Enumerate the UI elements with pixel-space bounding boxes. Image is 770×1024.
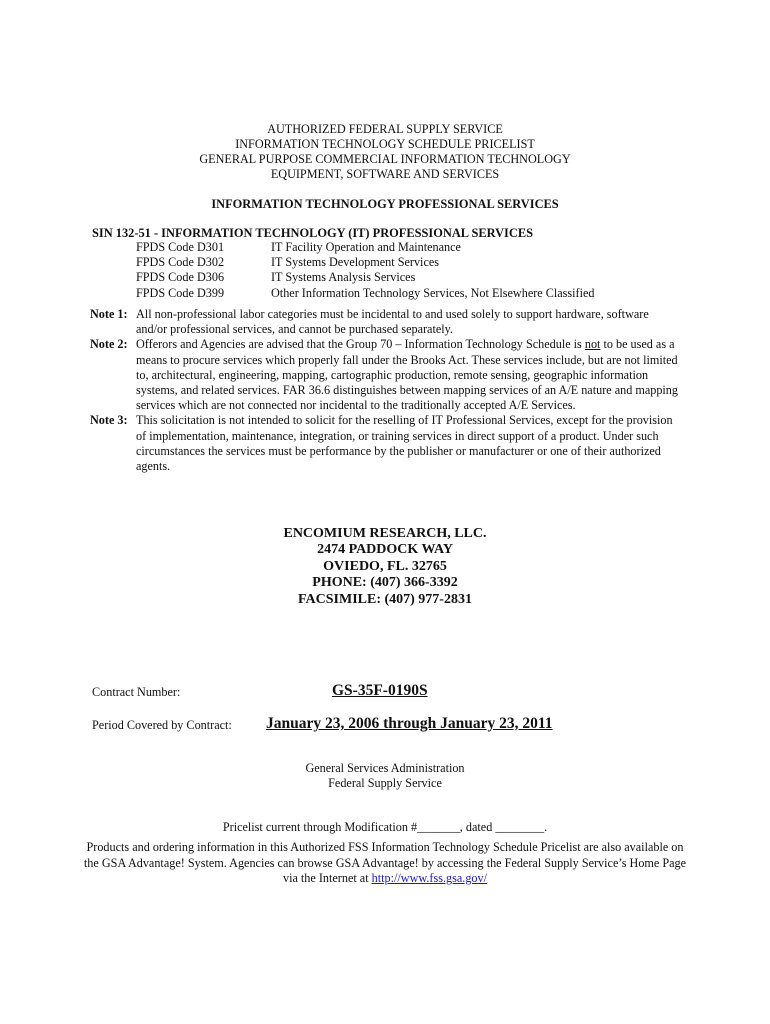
contract-period-label: Period Covered by Contract:: [92, 718, 232, 732]
notes-section: [90, 307, 680, 474]
fpds-code: FPDS Code D301: [136, 240, 225, 254]
fpds-code-list: [136, 240, 595, 301]
note-label: Note 1:: [90, 307, 128, 321]
agency-block: [0, 761, 770, 791]
fpds-description: IT Systems Development Services: [271, 255, 440, 270]
fpds-description: IT Systems Analysis Services: [271, 270, 416, 285]
header-line: EQUIPMENT, SOFTWARE AND SERVICES: [270, 167, 500, 181]
fpds-code-row: [136, 255, 595, 270]
note-3: [90, 413, 680, 474]
note-text-part: to be used as a means to procure services which properly fall under the Brooks Act. These services include, but are not limited to, architectural, engineering, mapping, cartographic production, remote sensing, geographic information systems, and related services. FAR 36.6 distinguishes between mapping services of an A/E nature and mapping services which are not connected nor incidental to the traditionally accepted A/E Services.: [136, 337, 678, 413]
agency-service: Federal Supply Service: [328, 776, 442, 791]
company-name: ENCOMIUM RESEARCH, LLC.: [283, 526, 487, 541]
company-address: 2474 PADDOCK WAY: [317, 542, 453, 558]
fpds-code-row: [136, 240, 595, 255]
section-subheading: INFORMATION TECHNOLOGY PROFESSIONAL SERVICES: [211, 197, 559, 211]
company-phone: PHONE: (407) 366-3392: [312, 575, 458, 591]
contract-number-value: GS-35F-0190S: [332, 682, 428, 699]
contract-number-label: Contract Number:: [92, 685, 181, 699]
note-text-part: Offerors and Agencies are advised that the Group 70 – Information Technology Schedule is: [136, 337, 585, 352]
fpds-code-row: [136, 270, 595, 285]
company-city: OVIEDO, FL. 32765: [323, 558, 447, 574]
sin-title: SIN 132-51 - INFORMATION TECHNOLOGY (IT) PROFESSIONAL SERVICES: [92, 226, 533, 240]
note-text: This solicitation is not intended to solicit for the reselling of IT Professional Services, except for the provision of implementation, maintenance, integration, or training services in direct support of a product. Under such circumstances the services must be performance by the publisher or manufacturer or one of their authorized agents.: [136, 413, 673, 474]
fpds-code: FPDS Code D399: [136, 285, 225, 300]
header-line: GENERAL PURPOSE COMMERCIAL INFORMATION TECHNOLOGY: [199, 152, 571, 166]
company-fax: FACSIMILE: (407) 977-2831: [298, 591, 472, 607]
emphasis-not: not: [584, 337, 601, 352]
note-label: Note 2:: [90, 337, 128, 352]
products-paragraph: [80, 840, 690, 887]
agency-name: General Services Administration: [305, 761, 465, 775]
note-2: [90, 337, 680, 413]
header-line: INFORMATION TECHNOLOGY SCHEDULE PRICELIST: [235, 137, 535, 151]
company-block: [0, 526, 770, 608]
note-label: Note 3:: [90, 413, 128, 428]
document-header: [0, 122, 770, 182]
fss-website-link[interactable]: http://www.fss.gsa.gov/: [371, 871, 487, 886]
fpds-description: Other Information Technology Services, Not Elsewhere Classified: [271, 285, 595, 300]
fpds-code-row: [136, 286, 595, 301]
fpds-code: FPDS Code D306: [136, 270, 225, 285]
contract-period-value: January 23, 2006 through January 23, 2011: [266, 715, 553, 732]
note-1: [90, 307, 680, 337]
fpds-code: FPDS Code D302: [136, 255, 225, 270]
modification-line: Pricelist current through Modification #_______, dated ________.: [222, 820, 548, 834]
note-text: All non-professional labor categories must be incidental to and used solely to support hardware, software and/or professional services, and cannot be purchased separately.: [136, 307, 649, 337]
fpds-description: IT Facility Operation and Maintenance: [271, 240, 461, 254]
header-line: AUTHORIZED FEDERAL SUPPLY SERVICE: [267, 122, 503, 136]
products-text: Products and ordering information in this Authorized FSS Information Technology Schedule Pricelist are also available on the GSA Advantage! System. Agencies can browse GSA Advantage! by accessing the Federal Supply Service’s Home Page via the Internet at: [83, 840, 687, 886]
note-text: [136, 337, 680, 413]
